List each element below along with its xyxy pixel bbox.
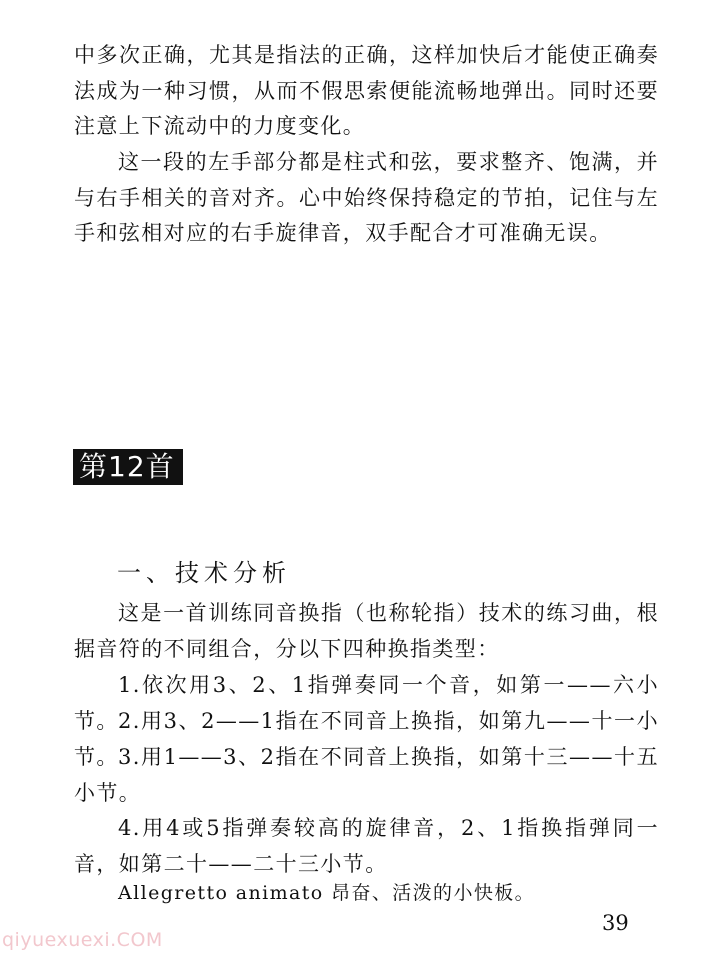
list-item-3: 3.用1——3、2指在不同音上换指，如第十三——十五小节。 <box>74 745 659 805</box>
paragraph-continued: 中多次正确，尤其是指法的正确，这样加快后才能使正确奏法成为一种习惯，从而不假思索便能流畅地弹出。同时还要注意上下流动中的力度变化。 <box>74 43 659 138</box>
list-item-2: 2.用3、2——1指在不同音上换指，如第九——十一小节。 <box>74 709 659 769</box>
intro-paragraph: 这是一首训练同音换指（也称轮指）技术的练习曲，根据音符的不同组合，分以下四种换指类型： <box>74 601 659 661</box>
site-watermark: qiyuexuexi.COM <box>2 929 163 951</box>
list-item-4: 4.用4或5指弹奏较高的旋律音，2、1指换指弹同一音，如第二十——二十三小节。 <box>74 816 659 876</box>
section-heading: 一、技术分析 <box>117 559 291 587</box>
chapter-title: 第12首 <box>73 449 183 485</box>
tempo-note: Allegretto animato 昂奋、活泼的小快板。 <box>118 882 536 904</box>
paragraph-left-hand: 这一段的左手部分都是柱式和弦，要求整齐、饱满，并与右手相关的音对齐。心中始终保持稳定的节拍，记住与左手和弦相对应的右手旋律音，双手配合才可准确无误。 <box>74 150 659 245</box>
page-number: 39 <box>602 911 629 935</box>
list-item-1: 1.依次用3、2、1指弹奏同一个音，如第一——六小节。 <box>74 673 659 733</box>
